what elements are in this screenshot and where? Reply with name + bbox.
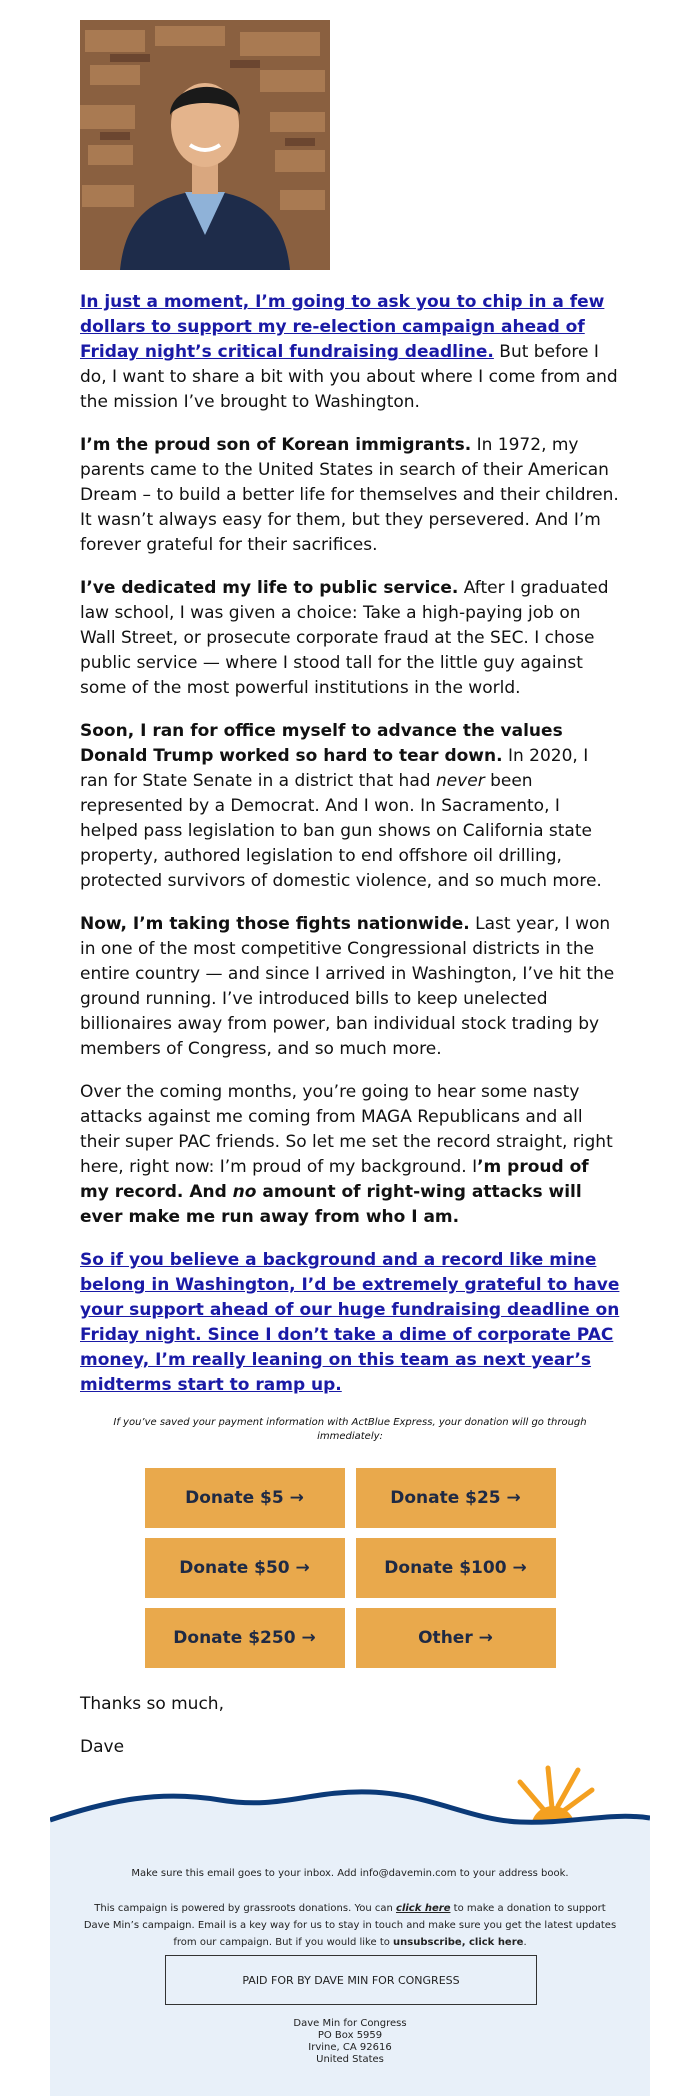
- ask-paragraph: [80, 1248, 620, 1398]
- inbox-note: Make sure this email goes to your inbox. Add info@davemin.com to your address book.: [131, 1868, 569, 1879]
- intro-donate-link[interactable]: In just a moment, I’m going to ask you to chip in a few dollars to support my re-election campaign ahead of Friday night’s critical fundraising deadline.: [80, 292, 605, 362]
- grassroots-note: This campaign is powered by grassroots donations. You can click here to make a donation to support Dave Min’s campaign. Email is a key way for us to stay in touch and make sure you get the latest updates from our campaign. But if you would like to unsubscribe, click here.: [83, 1903, 617, 1948]
- donate-other-button[interactable]: Other →: [356, 1608, 556, 1668]
- paid-for-disclaimer: PAID FOR BY DAVE MIN FOR CONGRESS: [165, 1955, 537, 2005]
- unsubscribe-link[interactable]: unsubscribe, click here: [393, 1937, 524, 1948]
- donate-250-button[interactable]: Donate $250 →: [145, 1608, 345, 1668]
- ask-donate-link[interactable]: So if you believe a background and a record like mine belong in Washington, I’d be extremely grateful to have your support ahead of our huge fundraising deadline on Friday night. Since I don’t take a dime of corporate PAC money, I’m really leaning on this team as next year’s midterms start to ramp up.: [80, 1250, 620, 1395]
- state-senate-paragraph: Soon, I ran for office myself to advance the values Donald Trump worked so hard to tear down. In 2020, I ran for State Senate in a district that had never been represented by a Democrat. And I won. In Sacramento, I helped pass legislation to ban gun shows on California state property, authored legislation to end offshore oil drilling, protected survivors of domestic violence, and so much more.: [80, 721, 602, 891]
- donate-25-button[interactable]: Donate $25 →: [356, 1468, 556, 1528]
- mailing-address: Dave Min for Congress PO Box 5959 Irvine, CA 92616 United States: [293, 2018, 407, 2065]
- public-service-paragraph: I’ve dedicated my life to public service. After I graduated law school, I was given a choice: Take a high-paying job on Wall Street, or prosecute corporate fraud at the SEC. I chose public service — where I stood tall for the little guy against some of the most powerful institutions in the world.: [80, 578, 609, 698]
- signature: Dave: [80, 1737, 125, 1757]
- footer-donate-link[interactable]: click here: [396, 1903, 451, 1914]
- record-paragraph: Over the coming months, you’re going to hear some nasty attacks against me coming from MAGA Republicans and all their super PAC friends. So let me set the record straight, right here, right now: I’m proud of my background. I’m proud of my record. And no amount of right-wing attacks will ever make me run away from who I am.: [80, 1082, 613, 1227]
- sun-wave-logo: [50, 1760, 650, 1850]
- closing-text: Thanks so much,: [80, 1694, 224, 1714]
- intro-paragraph: In just a moment, I’m going to ask you to chip in a few dollars to support my re-election campaign ahead of Friday night’s critical fundraising deadline. But before I do, I want to share a bit with you about where I come from and the mission I’ve brought to Washington.: [80, 292, 618, 412]
- email-body: [80, 290, 620, 1778]
- donate-100-button[interactable]: Donate $100 →: [356, 1538, 556, 1598]
- nationwide-paragraph: Now, I’m taking those fights nationwide. Last year, I won in one of the most competitive Congressional districts in the entire country — and since I arrived in Washington, I’ve hit the ground running. I’ve introduced bills to keep unelected billionaires away from power, ban individual stock trading by members of Congress, and so much more.: [80, 914, 615, 1059]
- immigrants-paragraph: I’m the proud son of Korean immigrants. In 1972, my parents came to the United States in search of their American Dream – to build a better life for themselves and their children. It wasn’t always easy for them, but they persevered. And I’m forever grateful for their sacrifices.: [80, 435, 619, 555]
- donate-button-grid: [80, 1468, 620, 1668]
- candidate-photo: [80, 20, 330, 270]
- actblue-express-note: If you’ve saved your payment information with ActBlue Express, your donation will go through immediately:: [113, 1417, 587, 1442]
- donate-5-button[interactable]: Donate $5 →: [145, 1468, 345, 1528]
- donate-50-button[interactable]: Donate $50 →: [145, 1538, 345, 1598]
